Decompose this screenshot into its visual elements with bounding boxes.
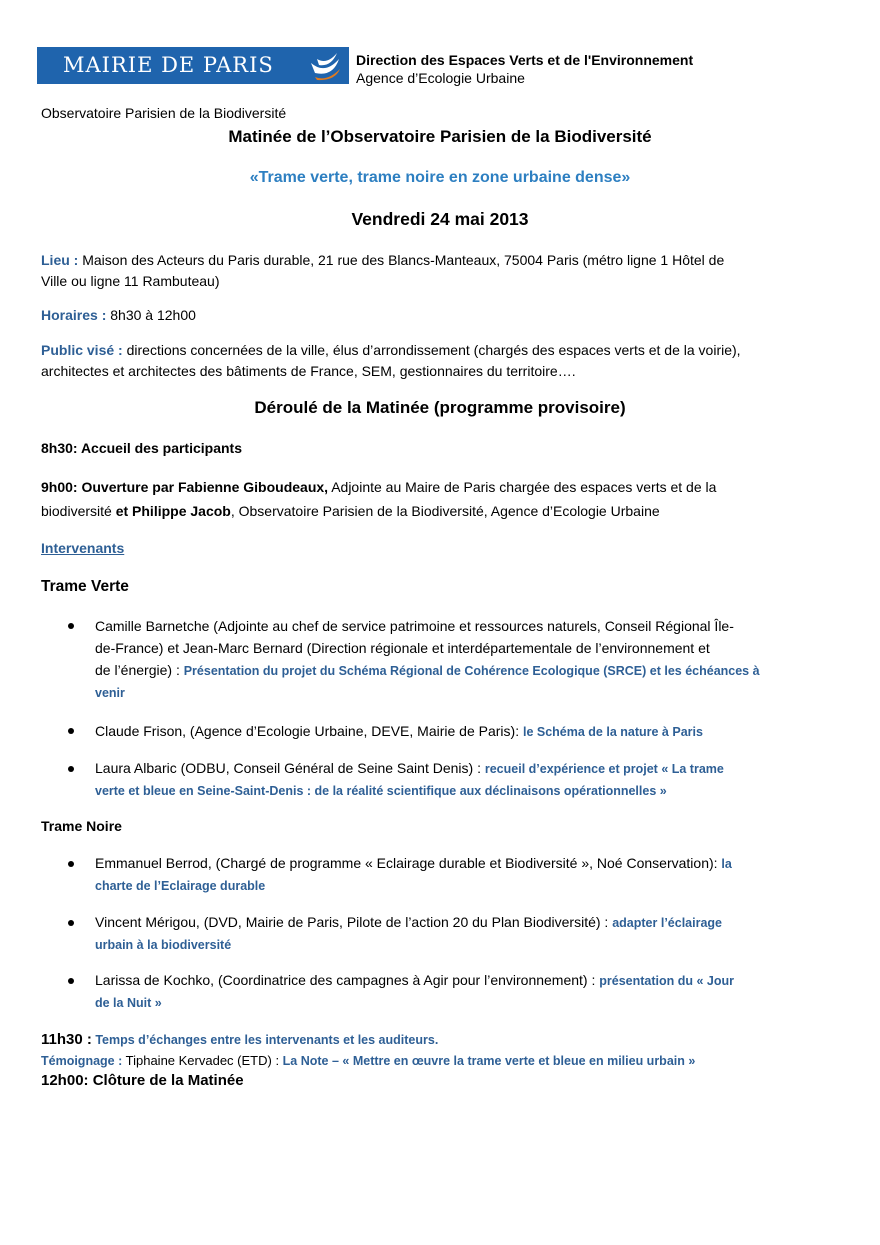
list-item: Vincent Mérigou, (DVD, Mairie de Paris, Pilote de l’action 20 du Plan Biodiversité) : adapter l’éclairage urbain à la biodiversité [95, 914, 722, 952]
list-item: Camille Barnetche (Adjointe au chef de service patrimoine et ressources naturels, Conseil Régional Île- de-France) et Jean-Marc Bernard (Direction régionale et interdépartementale de l’environnement et de l’énergie) : Présentation du projet du Schéma Régional de Cohérence Ecologique (SRCE) et les échéances à venir [95, 618, 760, 700]
logo-text: MAIRIE DE PARIS [63, 53, 274, 77]
page-subtitle: «Trame verte, trame noire en zone urbaine dense» [249, 169, 631, 186]
bullet-icon [68, 766, 74, 772]
ship-emblem-icon [307, 49, 343, 82]
bullet-icon [68, 920, 74, 926]
list-item: Larissa de Kochko, (Coordinatrice des campagnes à Agir pour l’environnement) : présentation du « Jour de la Nuit » [95, 972, 735, 1010]
event-date: Vendredi 24 mai 2013 [351, 209, 529, 229]
talk-title: présentation du « Jour [599, 974, 735, 988]
trame-verte-title: Trame Verte [41, 578, 129, 595]
cloture: 12h00: Clôture de la Matinée [41, 1072, 244, 1089]
ouverture-line1: 9h00: Ouverture par Fabienne Giboudeaux, Adjointe au Maire de Paris chargée des espaces verts et de la [41, 479, 717, 495]
agence-name: Agence d’Ecologie Urbaine [356, 70, 525, 86]
public-line1: Public visé : directions concernées de la ville, élus d’arrondissement (chargés des espaces verts et de la voirie), [41, 342, 741, 358]
bullet-icon [68, 623, 74, 629]
accueil: 8h30: Accueil des participants [41, 440, 242, 456]
lieu-line2: Ville ou ligne 11 Rambuteau) [41, 273, 220, 289]
talk-title: le Schéma de la nature à Paris [522, 725, 703, 739]
talk-title: recueil d’expérience et projet « La trame [484, 762, 724, 776]
intervenants-link[interactable]: Intervenants [41, 540, 125, 556]
talk-title: adapter l’éclairage [612, 916, 722, 930]
mairie-logo [37, 47, 349, 84]
echanges: 11h30 : Temps d’échanges entre les intervenants et les auditeurs. [41, 1031, 439, 1048]
deroule-title: Déroulé de la Matinée (programme provisoire) [254, 398, 626, 417]
talk-title: Présentation du projet du Schéma Régional de Cohérence Ecologique (SRCE) et les échéances à [183, 664, 760, 678]
bullet-icon [68, 978, 74, 984]
trame-noire-title: Trame Noire [41, 818, 122, 834]
lieu-line1: Lieu : Maison des Acteurs du Paris durable, 21 rue des Blancs-Manteaux, 75004 Paris (métro ligne 1 Hôtel de [41, 252, 725, 268]
bullet-icon [68, 728, 74, 734]
horaires: Horaires : 8h30 à 12h00 [41, 307, 196, 323]
list-item: Claude Frison, (Agence d’Ecologie Urbaine, DEVE, Mairie de Paris): le Schéma de la nature à Paris [95, 723, 703, 739]
direction-name: Direction des Espaces Verts et de l'Environnement [356, 52, 694, 68]
observatoire-label: Observatoire Parisien de la Biodiversité [41, 105, 287, 121]
page-title: Matinée de l’Observatoire Parisien de la Biodiversité [228, 127, 652, 146]
bullet-icon [68, 861, 74, 867]
talk-title: la [721, 857, 732, 871]
temoignage: Témoignage : Tiphaine Kervadec (ETD) : La Note – « Mettre en œuvre la trame verte et bleue en milieu urbain » [41, 1053, 696, 1068]
list-item: Laura Albaric (ODBU, Conseil Général de Seine Saint Denis) : recueil d’expérience et projet « La trame verte et bleue en Seine-Saint-Denis : de la réalité scientifique aux déclinaisons opérationnelles » [95, 760, 724, 798]
list-item: Emmanuel Berrod, (Chargé de programme « Eclairage durable et Biodiversité », Noé Conservation): la charte de l’Eclairage durable [95, 855, 732, 893]
public-line2: architectes et architectes des bâtiments de France, SEM, gestionnaires du territoire…. [41, 363, 576, 379]
ouverture-line2: biodiversité et Philippe Jacob, Observatoire Parisien de la Biodiversité, Agence d’Ecologie Urbaine [41, 503, 660, 519]
